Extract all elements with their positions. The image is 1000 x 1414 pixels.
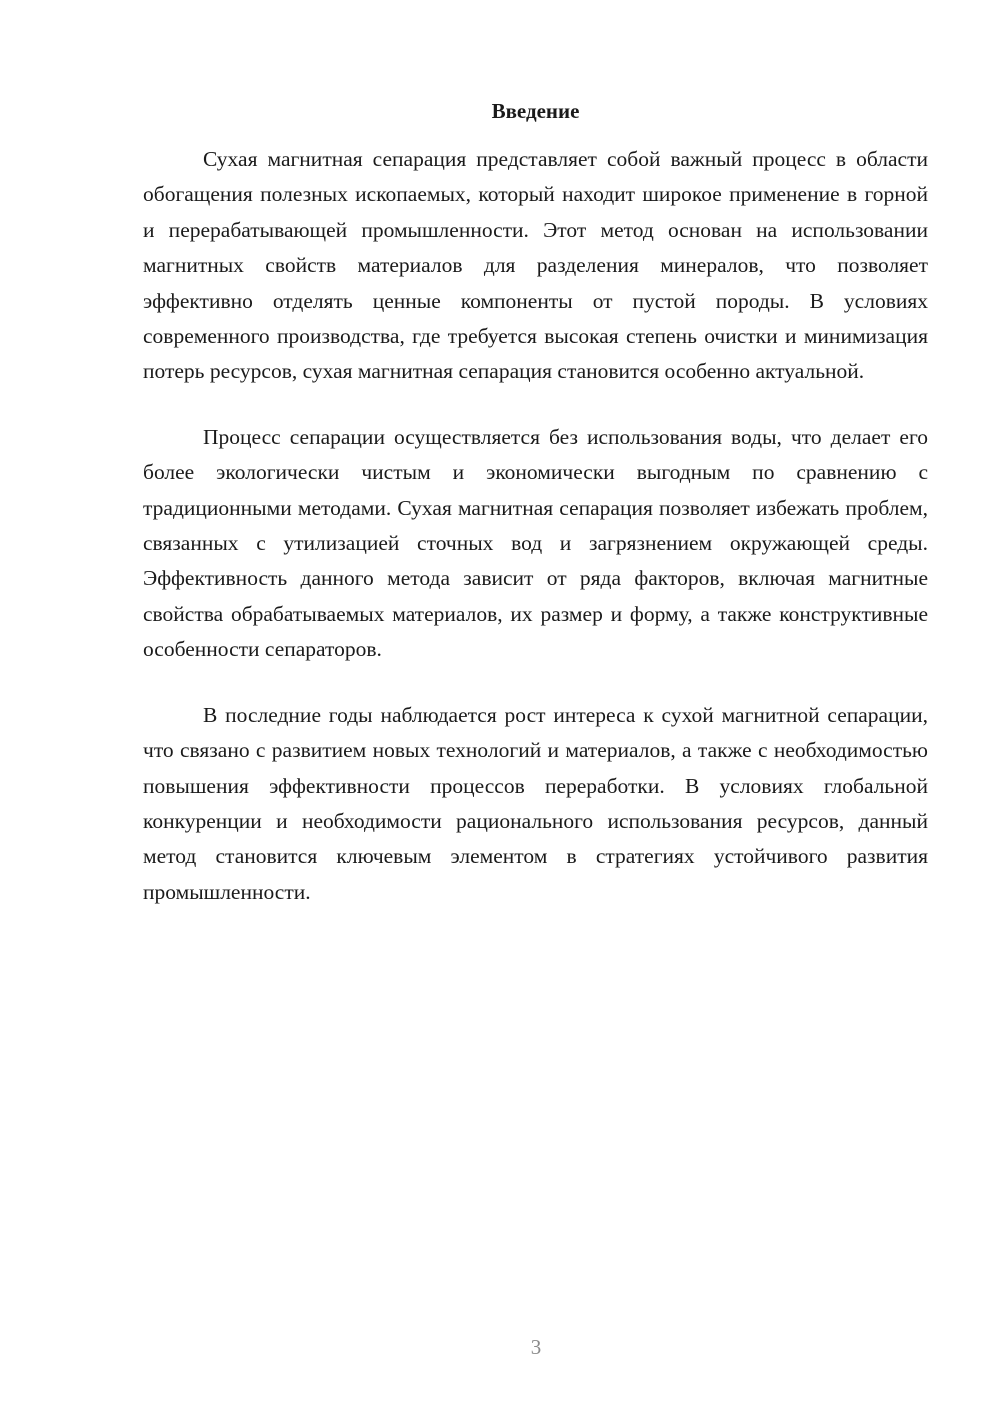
page-number: 3 (530, 1335, 542, 1359)
paragraph-2: Процесс сепарации осуществляется без использования воды, что делает его более экологически чистым и экономически выгодным по сравнению с традиционными методами. Сухая магнитная сепарация позволяет избежать проблем, связанных с утилизацией сточных вод и загрязнением окружающей среды. Эффективность данного метода зависит от ряда факторов, включая магнитные свойства обрабатываемых материалов, их размер и форму, а также конструктивные особенности сепараторов. (143, 424, 928, 662)
paragraph-1: Сухая магнитная сепарация представляет собой важный процесс в области обогащения полезных ископаемых, который находит широкое применение в горной и перерабатывающей промышленности. Этот метод основан на использовании магнитных свойств материалов для разделения минералов, что позволяет эффективно отделять ценные компоненты от пустой породы. В условиях современного производства, где требуется высокая степень очистки и минимизация потерь ресурсов, сухая магнитная сепарация становится особенно актуальной. (143, 147, 928, 384)
body-text (143, 142, 928, 940)
paragraph-3: В последние годы наблюдается рост интереса к сухой магнитной сепарации, что связано с развитием новых технологий и материалов, а также с необходимостью повышения эффективности процессов переработки. В условиях глобальной конкуренции и необходимости рационального использования ресурсов, данный метод становится ключевым элементом в стратегиях устойчивого развития промышленности. (143, 702, 928, 904)
section-heading: Введение (491, 99, 580, 123)
